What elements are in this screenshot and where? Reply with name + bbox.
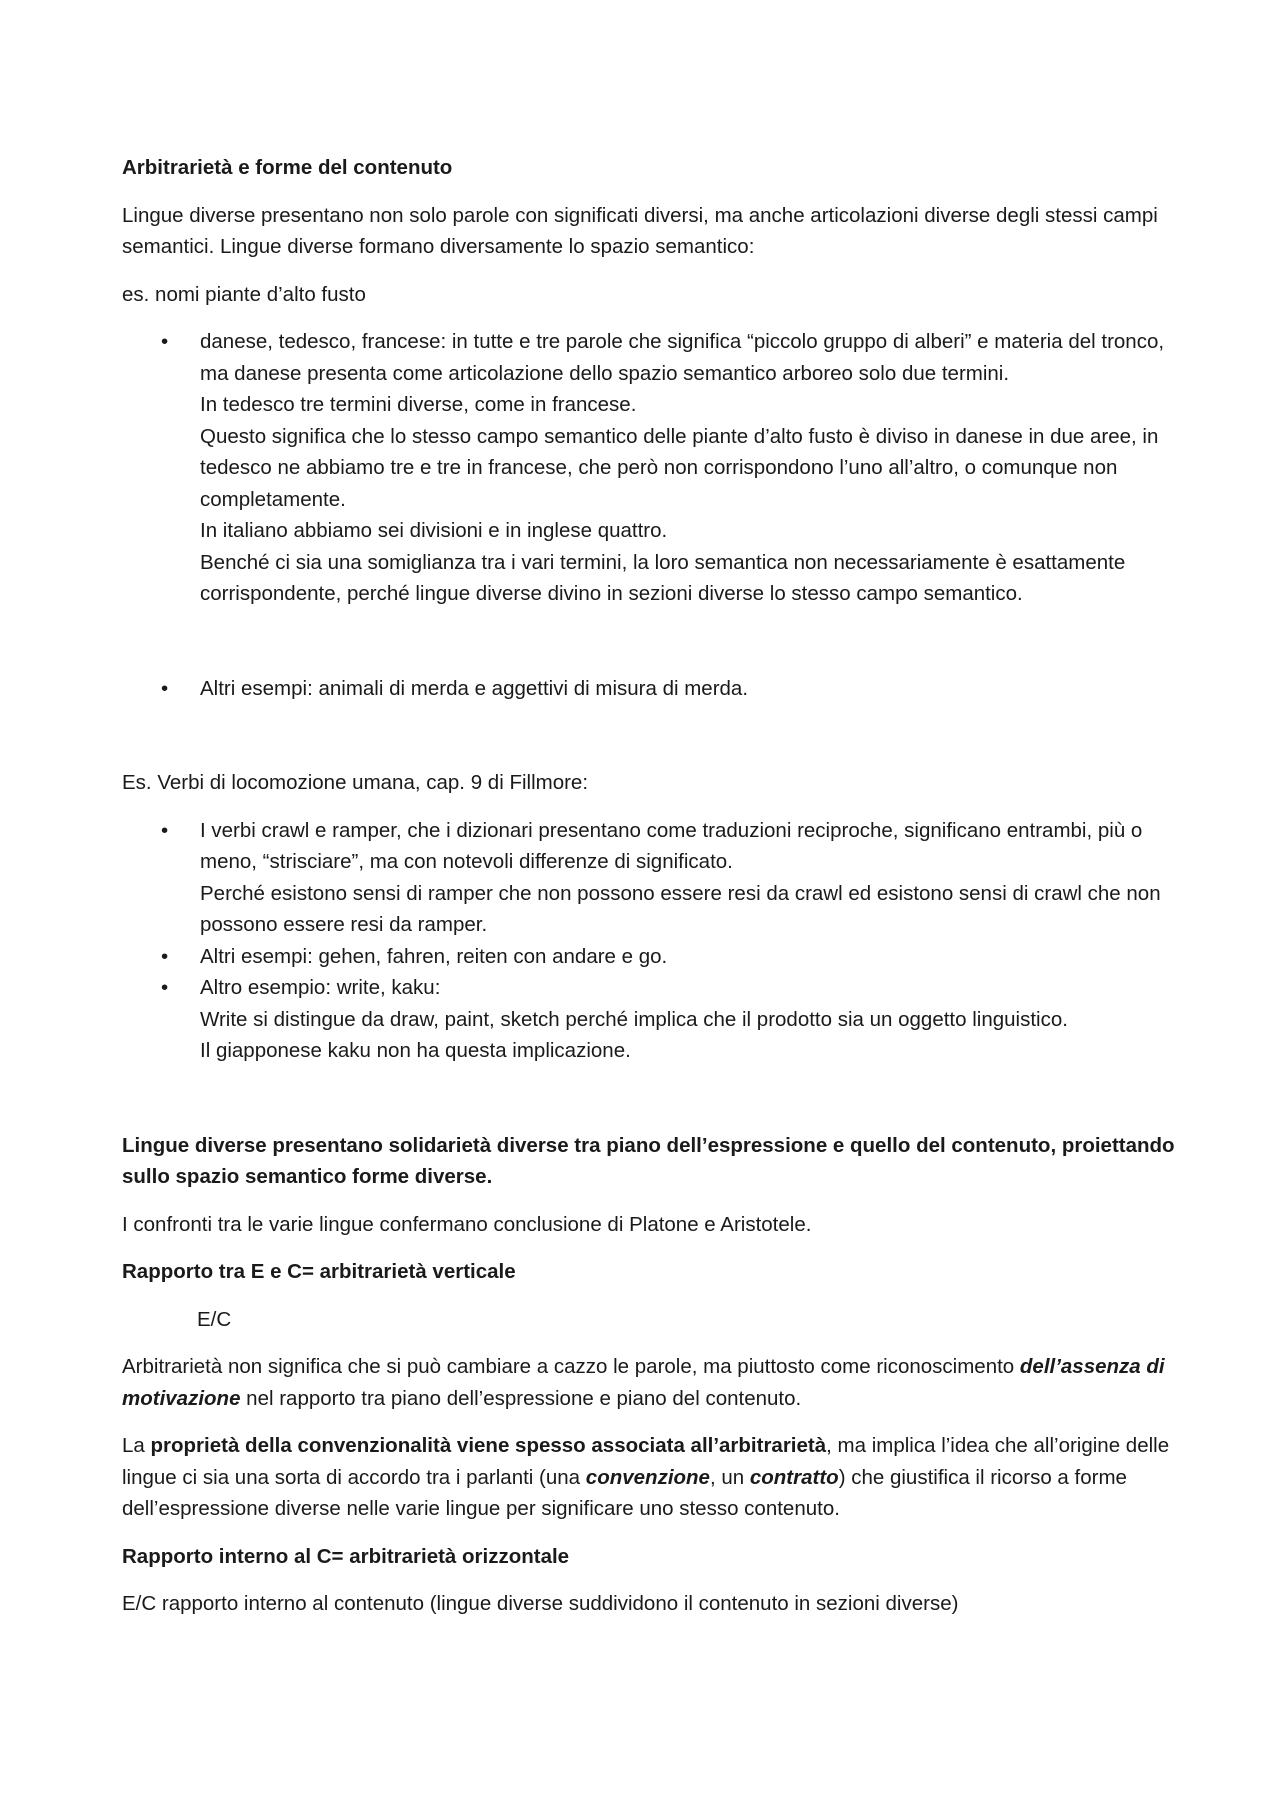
- list-item-line: Altri esempi: gehen, fahren, reiten con andare e go.: [200, 944, 668, 968]
- bullet-icon: •: [161, 330, 169, 353]
- arbitrariness-paragraph: [122, 1351, 1182, 1414]
- text-run: , ma implica l’idea che all’origine delle lingue ci sia una sorta di accordo tra i parlanti (una: [122, 1434, 1170, 1489]
- bullet-icon: •: [161, 944, 169, 968]
- list-item-line: Write si distingue da draw, paint, sketch perché implica che il prodotto sia un oggetto linguistico.: [200, 1007, 1068, 1031]
- list-item-line: Il giapponese kaku non ha questa implicazione.: [200, 1039, 631, 1062]
- document-body: [122, 152, 1182, 1620]
- list-item-line: Altro esempio: write, kaku:: [200, 976, 441, 999]
- list-item-line: In tedesco tre termini diverse, come in francese.: [200, 393, 637, 416]
- final-paragraph: E/C rapporto interno al contenuto (lingue diverse suddividono il contenuto in sezioni diverse): [122, 1592, 959, 1615]
- list-item: [122, 326, 1182, 610]
- bullet-list-verbs: [122, 815, 1182, 1067]
- example-label-trees: es. nomi piante d’alto fusto: [122, 282, 366, 306]
- comparison-paragraph: I confronti tra le varie lingue confermano conclusione di Platone e Aristotele.: [122, 1212, 812, 1236]
- text-run: La: [122, 1434, 151, 1457]
- bullet-icon: •: [161, 676, 169, 700]
- heading-horizontal-arbitrariness: Rapporto interno al C= arbitrarietà orizzontale: [122, 1544, 570, 1568]
- intro-paragraph: Lingue diverse presentano non solo parole con significati diversi, ma anche articolazioni diverse degli stessi campi semantici. Lingue diverse formano diversamente lo spazio semantico:: [122, 203, 1158, 258]
- text-run: ) che giustifica il ricorso a forme dell’espressione diverse nelle varie lingue per significare uno stesso contenuto.: [122, 1465, 1127, 1520]
- emphasis-text: contratto: [749, 1465, 839, 1489]
- bullet-list-trees: [122, 326, 1182, 704]
- ec-label: E/C: [197, 1307, 232, 1331]
- list-item-line: I verbi crawl e ramper, che i dizionari presentano come traduzioni reciproche, significano entrambi, più o meno, “strisciare”, ma con notevoli differenze di significato.: [200, 818, 1143, 873]
- list-item: [122, 972, 1182, 1067]
- emphasis-text: dell’assenza di motivazione: [122, 1355, 1165, 1410]
- emphasis-text: convenzione: [585, 1465, 710, 1489]
- heading-vertical-arbitrariness: Rapporto tra E e C= arbitrarietà verticale: [122, 1260, 516, 1283]
- list-item-line: In italiano abbiamo sei divisioni e in inglese quattro.: [200, 519, 668, 542]
- text-run: , un: [709, 1465, 750, 1489]
- section-title: Arbitrarietà e forme del contenuto: [122, 156, 453, 179]
- list-item: [122, 815, 1182, 941]
- list-item-line: Altri esempi: animali di merda e aggettivi di misura di merda.: [200, 676, 749, 700]
- bold-text: proprietà della convenzionalità viene spesso associata all’arbitrarietà: [150, 1434, 827, 1457]
- list-item-line: Benché ci sia una somiglianza tra i vari termini, la loro semantica non necessariamente è esattamente corrispondente, perché lingue diverse divino in sezioni diverse lo stesso campo semantico.: [200, 550, 1126, 605]
- example-label-locomotion: Es. Verbi di locomozione umana, cap. 9 di Fillmore:: [122, 771, 589, 794]
- bold-statement: Lingue diverse presentano solidarietà diverse tra piano dell’espressione e quello del contenuto, proiettando sullo spazio semantico forme diverse.: [122, 1133, 1175, 1188]
- bullet-icon: •: [161, 818, 169, 842]
- list-item-line: Perché esistono sensi di ramper che non possono essere resi da crawl ed esistono sensi di crawl che non possono essere resi da ramper.: [200, 881, 1161, 936]
- list-item: [122, 941, 1182, 973]
- bullet-icon: •: [161, 976, 169, 999]
- text-run: nel rapporto tra piano dell’espressione e piano del contenuto.: [240, 1386, 802, 1410]
- list-item-line: Questo significa che lo stesso campo semantico delle piante d’alto fusto è diviso in danese in due aree, in tedesco ne abbiamo tre e tre in francese, che però non corrispondono l’uno all’altro, o comunque non completamente.: [200, 424, 1159, 511]
- list-item: [122, 673, 1182, 705]
- text-run: Arbitrarietà non significa che si può cambiare a cazzo le parole, ma piuttosto come riconoscimento: [122, 1355, 1020, 1378]
- conventionality-paragraph: [122, 1430, 1182, 1525]
- list-item-line: danese, tedesco, francese: in tutte e tre parole che significa “piccolo gruppo di alberi” e materia del tronco, ma danese presenta come articolazione dello spazio semantico arboreo solo due termini.: [200, 330, 1165, 385]
